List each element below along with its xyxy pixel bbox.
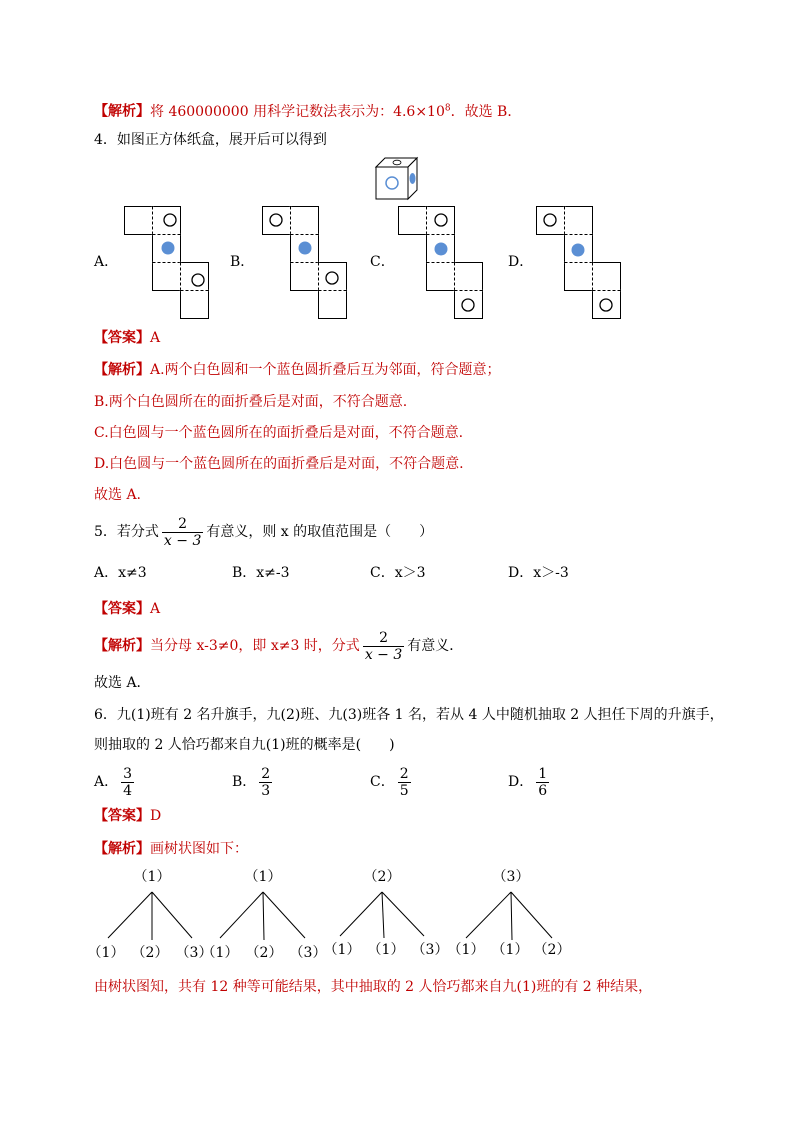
tree-4: [448, 869, 571, 958]
tree-4-child-3: （2）: [533, 942, 571, 958]
q4-stem: 4．如图正方体纸盒，展开后可以得到: [94, 132, 327, 148]
q4-answer: 【答案】A: [94, 330, 161, 346]
q6-conclusion: 由树状图知，共有 12 种等可能结果，其中抽取的 2 人恰巧都来自九(1)班的有 2 种结果，: [94, 979, 653, 995]
q6-option-c: C． $\frac{2}{5}$: [370, 765, 409, 799]
q5-fraction: $\frac{2}{x - 3}$: [163, 515, 202, 549]
q6-option-a: A． $\frac{3}{4}$: [94, 765, 133, 799]
tree-1-child-1: （1）: [87, 945, 125, 961]
tree-3: [324, 869, 449, 958]
q4-option-d-label: D．: [508, 254, 534, 270]
q5-answer: 【答案】A: [94, 601, 161, 617]
q6-stem-line1: 6．九(1)班有 2 名升旗手，九(2)班、九(3)班各 1 名，若从 4 人中随机抽取 2 人担任下周的升旗手，: [94, 707, 724, 723]
q4-conclusion: 故选 A.: [94, 487, 142, 503]
q6-analysis: 【解析】画树状图如下：: [94, 841, 248, 857]
probability-tree: [0, 860, 794, 970]
q6-option-b: B． $\frac{2}{3}$: [232, 765, 271, 799]
q5-analysis-fraction: $\frac{2}{x - 3}$: [364, 629, 403, 663]
tree-2: [202, 869, 327, 961]
q4-option-b-label: B．: [230, 254, 255, 270]
cube-side-blue-dot: [410, 173, 416, 184]
q5-analysis: 【解析】当分母 x-3≠0，即 x≠3 时，分式 $\frac{2}{x - 3}$ 有意义．: [94, 629, 464, 663]
tree-1-child-2: （2）: [131, 945, 169, 961]
q4-analysis-3: D.白色圆与一个蓝色圆所在的面折叠后是对面，不符合题意.: [94, 456, 464, 472]
tree-4-child-2: （1）: [491, 942, 529, 958]
tree-2-child-1: （1）: [201, 945, 239, 961]
cube-top-circle: [393, 160, 401, 165]
tree-3-child-2: （1）: [367, 942, 405, 958]
tree-3-child-1: （1）: [323, 942, 361, 958]
tree-2-child-2: （2）: [245, 945, 283, 961]
q4-option-c-label: C．: [370, 254, 395, 270]
cube-front-circle: [386, 177, 398, 189]
q6-answer: 【答案】D: [94, 808, 162, 824]
tree-1-child-3: （3）: [175, 945, 213, 961]
prev-solution-text: 将 460000000 用科学记数法表示为：$4.6\times 10^8$．故选 B．: [150, 103, 522, 120]
tree-4-child-1: （1）: [447, 942, 485, 958]
tree-1: [88, 869, 213, 961]
q4-net-b: [262, 206, 352, 316]
q5-option-a: A．x≠3: [94, 565, 147, 581]
tree-3-root: （2）: [363, 869, 401, 885]
q4-net-d: [536, 206, 626, 316]
q5-option-d: D．x＞-3: [508, 565, 569, 581]
tree-4-root: （3）: [492, 869, 530, 885]
tree-1-root: （1）: [133, 869, 171, 885]
q4-net-c: [398, 206, 488, 316]
tree-2-root: （1）: [244, 869, 282, 885]
q4-option-a-label: A．: [94, 254, 119, 270]
prev-solution: [94, 98, 521, 122]
q5-conclusion: 故选 A．: [94, 675, 151, 691]
cube-figure: [376, 158, 426, 200]
tree-2-child-3: （3）: [289, 945, 327, 961]
analysis-label: 【解析】: [94, 103, 150, 120]
q5-option-b: B．x≠-3: [232, 565, 290, 581]
q5-option-c: C．x＞3: [370, 565, 426, 581]
q4-analysis-1: B.两个白色圆所在的面折叠后是对面，不符合题意.: [94, 394, 408, 410]
tree-3-child-3: （3）: [411, 942, 449, 958]
q5-stem: 5．若分式 $\frac{2}{x - 3}$ 有意义，则 x 的取值范围是（ ）: [94, 515, 434, 549]
q4-analysis-0: 【解析】A.两个白色圆和一个蓝色圆折叠后互为邻面，符合题意；: [94, 362, 501, 378]
q4-analysis-2: C.白色圆与一个蓝色圆所在的面折叠后是对面，不符合题意.: [94, 425, 464, 441]
q6-stem-line2: 则抽取的 2 人恰巧都来自九(1)班的概率是( ): [94, 737, 395, 753]
q6-option-d: D． $\frac{1}{6}$: [508, 765, 548, 799]
q4-net-a: [124, 206, 214, 316]
